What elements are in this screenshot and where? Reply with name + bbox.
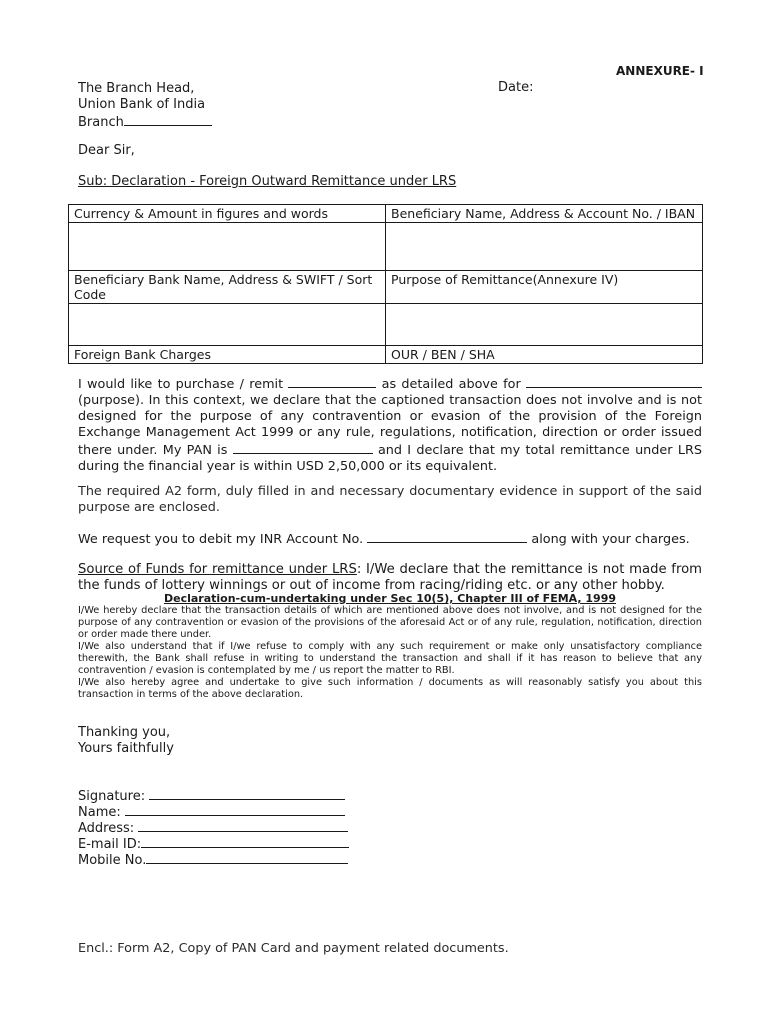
table-row [69,304,703,346]
annexure-label: ANNEXURE- I [616,64,704,78]
declaration-para-2: I/We also understand that if I/we refuse to comply with any such requirement or make only unsatisfactory compliance therewith, the Bank shall refuse in writing to understand the transaction and shall if it has reason to believe that any contravention / evasion is contemplated by me / us report the matter to RBI. [78,641,702,676]
beneficiary-bank-header: Beneficiary Bank Name, Address & SWIFT / Sort Code [69,271,386,304]
purpose-header: Purpose of Remittance(Annexure IV) [386,271,703,304]
address-row [78,819,349,835]
name-label: Name: [78,805,121,820]
purpose-blank[interactable] [526,375,702,388]
address-label: Address: [78,821,135,836]
table-row [69,271,703,304]
date-label: Date: [498,80,534,95]
source-of-funds-text: : I/We declare that the remittance is not made from the funds of lottery winnings or out of income from racing/riding etc. or any other hobby. [78,562,702,593]
beneficiary-field[interactable] [386,223,703,271]
address-blank[interactable] [138,819,348,832]
inr-account-blank[interactable] [367,530,527,543]
remit-amount-blank[interactable] [288,375,376,388]
branch-line [78,113,212,131]
name-blank[interactable] [125,803,345,816]
addressee-block [78,81,212,131]
thanking-line: Thanking you, [78,725,171,740]
currency-amount-field[interactable] [69,223,386,271]
addressee-line-2: Union Bank of India [78,97,206,112]
signature-blank[interactable] [149,787,345,800]
mobile-row [78,851,349,867]
pan-blank[interactable] [233,441,373,454]
closing-block [78,725,174,757]
branch-label: Branch [78,115,124,130]
table-row [69,346,703,364]
subject-line: Sub: Declaration - Foreign Outward Remittance under LRS [78,174,457,189]
source-of-funds-heading: Source of Funds for remittance under LRS [78,562,357,577]
purchase-text-a: I would like to purchase / remit [78,377,289,392]
signature-label: Signature: [78,789,146,804]
beneficiary-header: Beneficiary Name, Address & Account No. / IBAN [386,205,703,223]
charges-options[interactable]: OUR / BEN / SHA [386,346,703,364]
source-of-funds-paragraph [78,562,702,594]
purpose-field[interactable] [386,304,703,346]
salutation: Dear Sir, [78,143,135,158]
email-row [78,835,349,851]
name-row [78,803,349,819]
purchase-paragraph [78,375,702,475]
declaration-body [78,605,702,701]
a2-form-paragraph: The required A2 form, duly filled in and necessary documentary evidence in support of the said purpose are enclosed. [78,484,702,515]
declaration-para-1: I/We hereby declare that the transaction details of which are mentioned above does not involve, and is not designed for the purpose of any contravention or evasion of the provisions of the aforesaid Act or of any rule, regulation, notification, direction or order made there under. [78,605,702,640]
yours-faithfully-line: Yours faithfully [78,741,174,756]
foreign-bank-charges-label: Foreign Bank Charges [69,346,386,364]
mobile-blank[interactable] [146,851,348,864]
debit-text-b: along with your charges. [527,532,690,547]
beneficiary-bank-field[interactable] [69,304,386,346]
signature-row [78,787,349,803]
declaration-title: Declaration-cum-undertaking under Sec 10(5), Chapter III of FEMA, 1999 [163,592,616,605]
currency-amount-header: Currency & Amount in figures and words [69,205,386,223]
remittance-details-table [68,204,703,364]
debit-request-paragraph [78,530,702,548]
email-label: E-mail ID: [78,837,142,852]
purchase-text-c: (purpose). In this context, we declare that the captioned transaction does not involve and is not designed for the purpose of any contravention or evasion of the provision of the Foreign Exchange Management Act 1999 or any rule, regulations, notification, direction or order issued there under. My PAN is [78,393,702,458]
table-row [69,223,703,271]
addressee-line-1: The Branch Head, [78,81,195,96]
signature-block [78,787,349,867]
declaration-para-3: I/We also hereby agree and undertake to give such information / documents as will reasonably satisfy you about this transaction in terms of the above declaration. [78,677,702,700]
purchase-text-b: as detailed above for [376,377,526,392]
email-blank[interactable] [141,835,349,848]
purchase-text-d: and I declare that my total remittance under LRS during the financial year is within USD 2,50,000 or its equivalent. [78,443,702,474]
table-row [69,205,703,223]
mobile-label: Mobile No. [78,853,147,868]
debit-text-a: We request you to debit my INR Account No. [78,532,368,547]
enclosure-note: Encl.: Form A2, Copy of PAN Card and payment related documents. [78,941,509,956]
branch-blank[interactable] [124,113,212,126]
